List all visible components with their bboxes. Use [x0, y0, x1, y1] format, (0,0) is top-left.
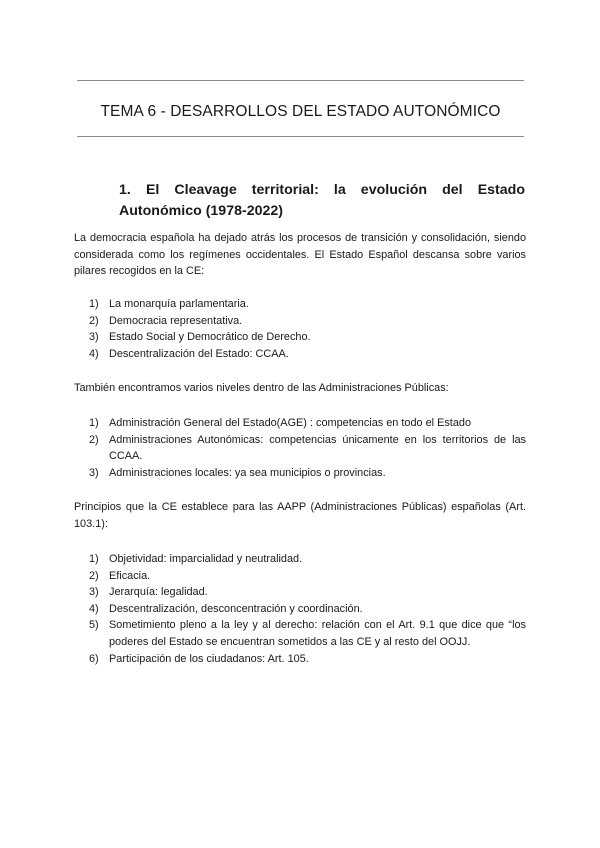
list-item: 1) Objetividad: imparcialidad y neutralidad. [89, 553, 303, 565]
list-item: 2) Eficacia. [89, 569, 151, 582]
section-heading-text: El Cleavage territorial: la evolución del Estado Autonómico (1978-2022) [119, 182, 525, 219]
list-item: 3) Estado Social y Democrático de Derecho. [89, 331, 311, 344]
list-item: 1) Administración General del Estado(AGE) : competencias en todo el Estado [89, 417, 472, 429]
principles-list [89, 551, 526, 667]
list-item: 6) Participación de los ciudadanos: Art. 105. [89, 652, 309, 665]
intro-paragraph: La democracia española ha dejado atrás los procesos de transición y consolidación, siendo considerada como los regímenes occidentales. El Estado Español descansa sobre varios pilares recogidos en la CE: [74, 232, 526, 277]
list-item: 5) Sometimiento pleno a la ley y al derecho: relación con el Art. 9.1 que dice que “los poderes del Estado se encuentran sometidos a las CE y al resto del OOJJ. [89, 619, 526, 648]
list-item: 4) Descentralización del Estado: CCAA. [89, 347, 289, 360]
list-item: 3) Jerarquía: legalidad. [89, 586, 208, 599]
levels-list [89, 415, 526, 481]
principles-intro: Principios que la CE establece para las AAPP (Administraciones Públicas) españolas (Art. 103.1): [74, 501, 526, 530]
title-divider [77, 136, 524, 137]
list-item: 1) La monarquía parlamentaria. [89, 298, 249, 310]
section-number: 1. [119, 182, 131, 198]
list-item: 3) Administraciones locales: ya sea municipios o provincias. [89, 466, 386, 479]
pillars-list [89, 296, 526, 362]
levels-intro: También encontramos varios niveles dentro de las Administraciones Públicas: [74, 382, 449, 394]
section-heading [119, 180, 525, 222]
document-title: TEMA 6 - DESARROLLOS DEL ESTADO AUTONÓMICO [100, 103, 501, 120]
list-item: 4) Descentralización, desconcentración y coordinación. [89, 602, 363, 615]
top-divider [77, 80, 524, 81]
list-item: 2) Democracia representativa. [89, 314, 243, 327]
list-item: 2) Administraciones Autonómicas: competencias únicamente en los territorios de las CCAA. [89, 433, 526, 463]
